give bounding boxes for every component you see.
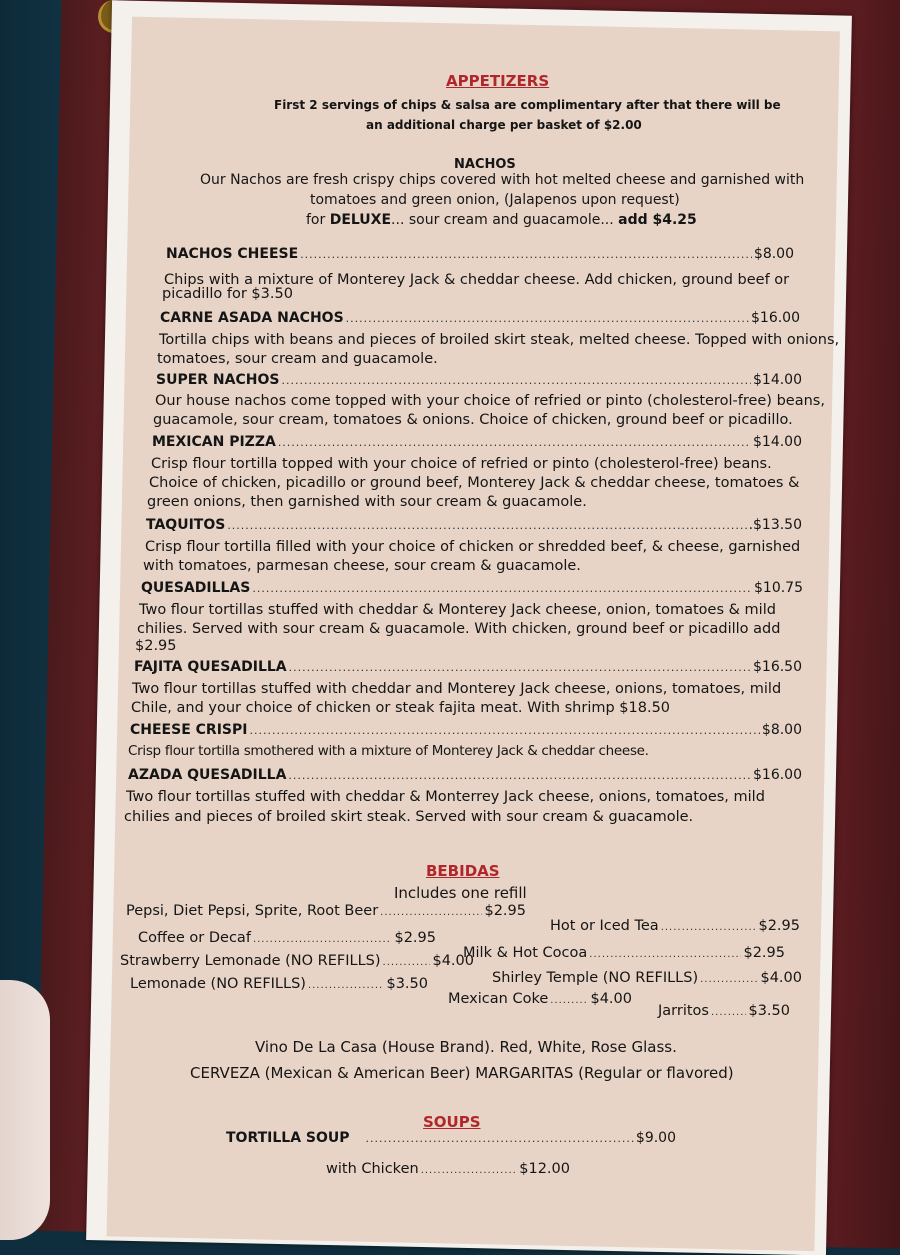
leader-dots [550, 995, 588, 1006]
item-name: QUESADILLAS [141, 580, 251, 596]
menu-item-header [152, 434, 802, 450]
leader-dots [278, 436, 751, 449]
leader-dots [346, 312, 749, 325]
deluxe-prefix: for [306, 212, 330, 228]
drink-price: $2.95 [484, 903, 526, 919]
drink-name: Jarritos [658, 1003, 709, 1019]
item-desc-line: Crisp flour tortilla filled with your choice of chicken or shredded beef, & cheese, garnished [145, 539, 801, 555]
drink-name: Strawberry Lemonade (NO REFILLS) [120, 953, 381, 969]
drink-price: $4.00 [760, 970, 802, 986]
leader-dots [711, 1007, 747, 1018]
drink-name: Shirley Temple (NO REFILLS) [492, 970, 699, 986]
drink-name: Pepsi, Diet Pepsi, Sprite, Root Beer [126, 903, 379, 919]
leader-dots [300, 248, 752, 261]
item-desc-line: Crisp flour tortilla smothered with a mixture of Monterey Jack & cheddar cheese. [128, 743, 649, 759]
drink-price: $2.95 [758, 918, 800, 934]
leader-dots [366, 1132, 634, 1145]
leader-dots [383, 957, 431, 968]
item-name: SUPER NACHOS [156, 372, 280, 388]
item-price: $8.00 [761, 722, 802, 738]
item-price: $10.75 [754, 580, 803, 596]
item-name: AZADA QUESADILLA [128, 767, 287, 783]
item-desc-line: Crisp flour tortilla topped with your choice of refried or pinto (cholesterol-free) beans. [151, 456, 772, 472]
item-desc-line: chilies and pieces of broiled skirt steak. Served with sour cream & guacamole. [124, 809, 694, 825]
drink-price: $3.50 [748, 1003, 790, 1019]
item-price: $16.00 [751, 310, 800, 326]
drink-name: Coffee or Decaf [138, 930, 251, 946]
soup-price: $9.00 [635, 1130, 676, 1146]
item-desc-line: chilies. Served with sour cream & guacamole. With chicken, ground beef or picadillo add [137, 621, 781, 637]
item-name: CARNE ASADA NACHOS [160, 310, 344, 326]
menu-item-header [141, 580, 803, 596]
soup-row [326, 1161, 570, 1177]
menu-item-header [166, 246, 794, 262]
item-name: TAQUITOS [146, 517, 226, 533]
drink-row [463, 945, 785, 961]
leader-dots [252, 582, 752, 595]
wine-line: Vino De La Casa (House Brand). Red, White, Rose Glass. [255, 1038, 677, 1056]
leader-dots [288, 769, 751, 782]
item-desc-line: tomatoes, sour cream and guacamole. [157, 351, 438, 367]
nachos-desc-line-1: Our Nachos are fresh crispy chips covered with hot melted cheese and garnished with [200, 172, 805, 188]
item-desc-line: picadillo for $3.50 [162, 286, 293, 302]
menu-item-header [156, 372, 802, 388]
leader-dots [589, 949, 741, 960]
item-price: .$13.50 [748, 517, 802, 533]
soup-name: with Chicken [326, 1161, 419, 1177]
item-price: $16.50 [753, 659, 802, 675]
leader-dots [700, 974, 758, 985]
leader-dots [281, 374, 751, 387]
drink-price: $4.00 [432, 953, 474, 969]
bebidas-heading: BEBIDAS [426, 862, 500, 880]
leader-dots [421, 1165, 518, 1176]
item-desc-line: Choice of chicken, picadillo or ground beef, Monterey Jack & cheddar cheese, tomatoes & [149, 475, 800, 491]
soups-heading: SOUPS [423, 1113, 481, 1131]
bebidas-subtitle: Includes one refill [394, 884, 527, 902]
leader-dots [249, 724, 759, 737]
menu-item-header [128, 767, 802, 783]
leader-dots [253, 934, 393, 945]
nachos-desc-line-2: tomatoes and green onion, (Jalapenos upon request) [310, 192, 680, 208]
leader-dots [661, 922, 757, 933]
menu-item-header [134, 659, 802, 675]
item-price: $14.00 [753, 372, 802, 388]
drink-row [138, 930, 436, 946]
soup-row [226, 1130, 676, 1146]
drink-name: Milk & Hot Cocoa [463, 945, 588, 961]
item-name: FAJITA QUESADILLA [134, 659, 287, 675]
deluxe-line [306, 212, 697, 228]
drink-price: $3.50 [386, 976, 428, 992]
leader-dots [380, 907, 482, 918]
leader-dots [308, 980, 385, 991]
deluxe-add: add $4.25 [618, 212, 697, 228]
item-desc-line: Our house nachos come topped with your choice of refried or pinto (cholesterol-free) beans, [155, 393, 825, 409]
appetizers-heading: APPETIZERS [446, 72, 550, 90]
item-price: $14.00 [753, 434, 802, 450]
drink-price: $4.00 [590, 991, 632, 1007]
item-desc-line: green onions, then garnished with sour cream & guacamole. [147, 494, 587, 510]
soup-name: TORTILLA SOUP [226, 1130, 350, 1146]
beer-margarita-line: CERVEZA (Mexican & American Beer) MARGARITAS (Regular or flavored) [190, 1064, 734, 1082]
menu-item-header [146, 517, 802, 533]
leader-dots [227, 519, 746, 532]
drink-row [120, 953, 474, 969]
drink-row [126, 903, 526, 919]
drink-name: Mexican Coke [448, 991, 549, 1007]
item-desc-line: Two flour tortillas stuffed with cheddar & Monterrey Jack cheese, onions, tomatoes, mild [126, 789, 765, 805]
drink-row [130, 976, 428, 992]
menu-item-header [160, 310, 800, 326]
drink-price: $2.95 [743, 945, 785, 961]
item-name: MEXICAN PIZZA [152, 434, 276, 450]
nachos-heading: NACHOS [454, 157, 516, 172]
deluxe-label: DELUXE [329, 212, 392, 228]
drink-row [448, 991, 632, 1007]
item-desc-line: guacamole, sour cream, tomatoes & onions. Choice of chicken, ground beef or picadillo. [153, 412, 793, 428]
drink-price: $2.95 [394, 930, 436, 946]
leader-dots [289, 661, 751, 674]
drink-row [550, 918, 800, 934]
drink-name: Hot or Iced Tea [550, 918, 659, 934]
item-desc-line: Chile, and your choice of chicken or steak fajita meat. With shrimp $18.50 [131, 700, 671, 716]
drink-row [658, 1003, 790, 1019]
item-desc-line: Two flour tortillas stuffed with cheddar & Monterey Jack cheese, onion, tomatoes & mild [139, 602, 776, 618]
item-desc-line: Two flour tortillas stuffed with cheddar and Monterey Jack cheese, onions, tomatoes, mild [132, 681, 782, 697]
drink-name: Lemonade (NO REFILLS) [130, 976, 306, 992]
soup-price: $12.00 [519, 1161, 570, 1177]
drink-row [492, 970, 802, 986]
item-name: NACHOS CHEESE [166, 246, 299, 262]
menu-item-header [130, 722, 802, 738]
item-price: $8.00 [753, 246, 794, 262]
item-desc-line: Tortilla chips with beans and pieces of broiled skirt steak, melted cheese. Topped with onions, [159, 332, 840, 348]
item-desc-line: $2.95 [135, 638, 177, 654]
item-desc-line: Chips with a mixture of Monterey Jack & cheddar cheese. Add chicken, ground beef or [164, 272, 790, 288]
deluxe-middle: ... sour cream and guacamole... [391, 212, 619, 228]
appetizers-intro-line-2: an additional charge per basket of $2.00 [366, 118, 642, 132]
item-desc-line: with tomatoes, parmesan cheese, sour cream & guacamole. [143, 558, 581, 574]
appetizers-intro-line-1: First 2 servings of chips & salsa are complimentary after that there will be [274, 98, 781, 112]
item-price: $16.00 [753, 767, 802, 783]
item-name: CHEESE CRISPI [130, 722, 248, 738]
